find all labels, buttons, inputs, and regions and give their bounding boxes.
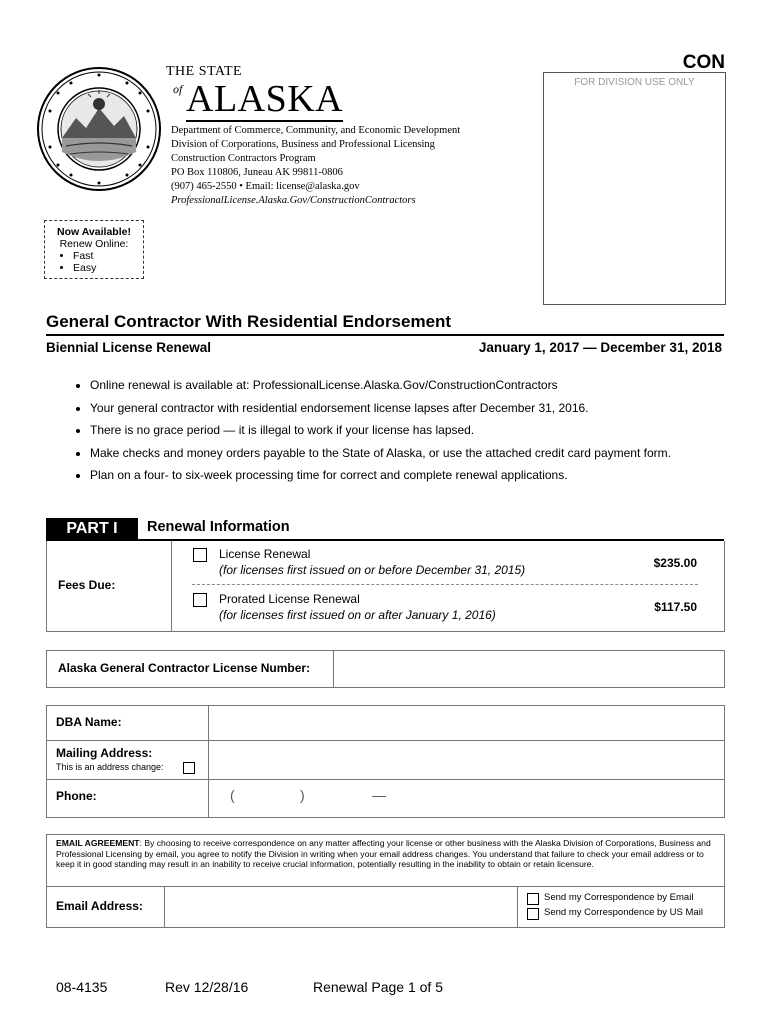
division-name: Division of Corporations, Business and Professional Licensing xyxy=(171,139,435,150)
instructions-list xyxy=(68,378,750,491)
license-number-field[interactable] xyxy=(336,652,721,685)
part-title: Renewal Information xyxy=(147,519,290,535)
info-divider xyxy=(208,705,209,818)
info-row-divider xyxy=(46,779,725,780)
license-number-label: Alaska General Contractor License Number: xyxy=(58,661,311,675)
prorated-renewal-price: $117.50 xyxy=(654,600,697,614)
website-link[interactable]: ProfessionalLicense.Alaska.Gov/ConstructionContractors xyxy=(171,195,416,206)
phone-label: Phone: xyxy=(56,789,97,803)
address-change-label: This is an address change: xyxy=(56,762,164,772)
mailing-address: PO Box 110806, Juneau AK 99811-0806 xyxy=(171,167,343,178)
email-address-field[interactable] xyxy=(166,888,516,925)
promo-item: • Fast xyxy=(73,250,143,262)
license-renewal-price: $235.00 xyxy=(653,556,697,570)
email-divider xyxy=(517,886,518,927)
phone-area-close: ) xyxy=(300,787,305,803)
footer-revision: Rev 12/28/16 xyxy=(165,979,249,995)
prorated-renewal-checkbox[interactable] xyxy=(193,593,207,607)
promo-item: • Easy xyxy=(73,262,143,274)
title-rule xyxy=(46,334,724,336)
send-by-us-mail-label: Send my Correspondence by US Mail xyxy=(544,907,703,918)
program-name: Construction Contractors Program xyxy=(171,153,316,164)
send-by-email-label: Send my Correspondence by Email xyxy=(544,892,694,903)
contact-info: (907) 465-2550 • Email: license@alaska.gov xyxy=(171,181,360,192)
email-address-label: Email Address: xyxy=(56,899,143,913)
fee-divider xyxy=(192,584,698,585)
footer-page-number: Renewal Page 1 of 5 xyxy=(313,979,443,995)
alaska-wordmark: ALASKA xyxy=(186,78,344,120)
division-use-box xyxy=(543,72,726,305)
license-renewal-label: License Renewal xyxy=(219,547,311,561)
prorated-renewal-note: (for licenses first issued on or after January 1, 2016) xyxy=(219,608,496,622)
license-divider xyxy=(333,650,334,688)
phone-area-open: ( xyxy=(230,787,235,803)
form-subtitle: Biennial License Renewal xyxy=(46,340,212,355)
license-renewal-checkbox[interactable] xyxy=(193,548,207,562)
mailing-address-label: Mailing Address: xyxy=(56,746,153,760)
part-tab: PART I xyxy=(46,518,138,540)
prorated-renewal-label: Prorated License Renewal xyxy=(219,592,360,606)
dba-name-field[interactable] xyxy=(210,707,721,739)
form-code: CON xyxy=(682,52,725,73)
department-block xyxy=(171,124,460,208)
address-change-checkbox[interactable] xyxy=(183,762,195,774)
promo-title: Now Available! xyxy=(57,226,131,238)
info-row-divider xyxy=(46,740,725,741)
license-period: January 1, 2017 — December 31, 2018 xyxy=(478,340,722,355)
of-text: of xyxy=(173,82,183,96)
instruction-item: • Make checks and money orders payable to the State of Alaska, or use the attached credit card payment form. xyxy=(90,446,750,460)
division-use-label: FOR DIVISION USE ONLY xyxy=(574,77,695,88)
phone-separator: — xyxy=(372,787,386,803)
instruction-item: • Online renewal is available at: ProfessionalLicense.Alaska.Gov/ConstructionContractors xyxy=(90,378,750,392)
email-row-divider xyxy=(46,886,725,887)
email-divider xyxy=(164,886,165,927)
dba-name-label: DBA Name: xyxy=(56,715,122,729)
fees-divider xyxy=(171,541,172,631)
send-by-email-checkbox[interactable] xyxy=(527,893,539,905)
instruction-item: • There is no grace period — it is illegal to work if your license has lapsed. xyxy=(90,423,750,437)
footer-form-code: 08-4135 xyxy=(56,979,108,995)
instruction-item: • Plan on a four- to six-week processing time for correct and complete renewal applications. xyxy=(90,468,750,482)
renew-online-promo xyxy=(44,220,144,279)
license-renewal-note: (for licenses first issued on or before December 31, 2015) xyxy=(219,563,526,577)
department-name: Department of Commerce, Community, and Economic Development xyxy=(171,125,461,136)
mailing-address-field[interactable] xyxy=(210,742,721,778)
email-agreement: EMAIL AGREEMENT: By choosing to receive correspondence on any matter affecting your license or other business with the Alaska Division of Corporations, Business and Professional Licensing by email, you agree to notify the Division in writing when your email address changes. You understand that failure to check your email address or to keep it in good standing may result in an inability to receive crucial information, potentially resulting in the inability to obtain or retain licensure. xyxy=(56,838,711,869)
instruction-item: • Your general contractor with residential endorsement license lapses after December 31, 2016. xyxy=(90,401,750,415)
state-seal-icon xyxy=(36,66,162,192)
promo-subtitle: Renew Online: xyxy=(59,238,129,250)
send-by-us-mail-checkbox[interactable] xyxy=(527,908,539,920)
phone-field[interactable] xyxy=(210,781,721,815)
fees-label: Fees Due: xyxy=(58,578,116,592)
form-title: General Contractor With Residential Endorsement xyxy=(46,312,452,331)
the-state-text: THE STATE xyxy=(166,64,243,79)
